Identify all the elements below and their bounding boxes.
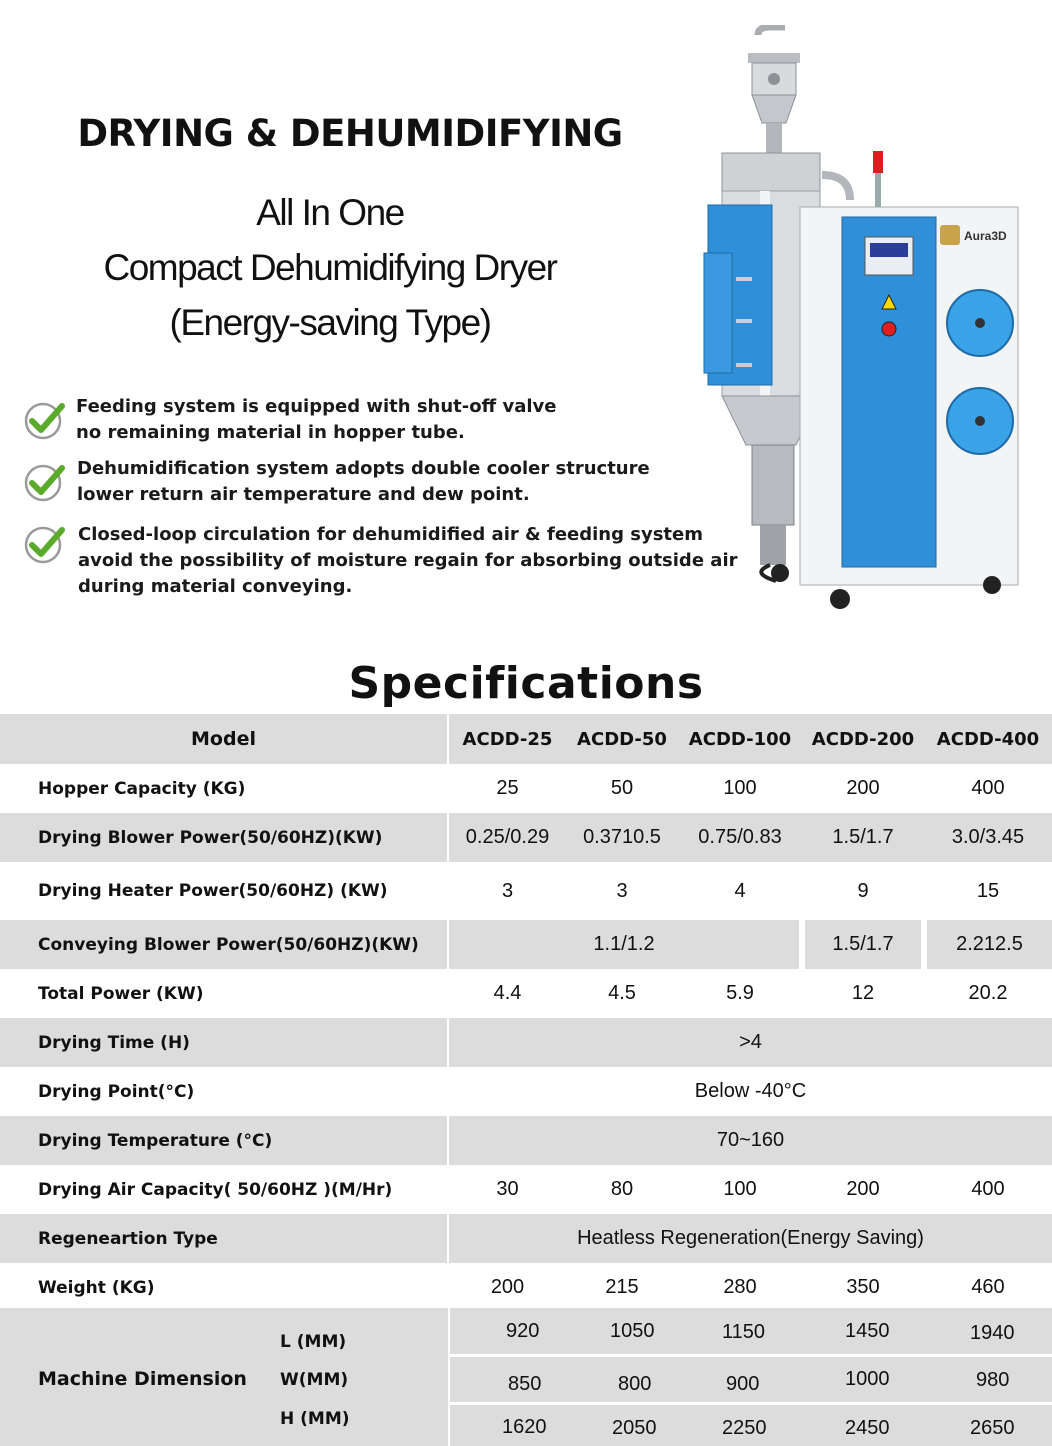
table-row (0, 1116, 1052, 1165)
model-header: Model (0, 714, 448, 764)
cell-value: 1.1/1.2 (448, 920, 802, 969)
cell-value: 2.212.5 (924, 920, 1052, 969)
dimension-unit: H (MM) (280, 1409, 350, 1429)
cell-value: 920 (506, 1320, 540, 1342)
cell-value: 200 (846, 777, 880, 799)
cell-value: 4.5 (608, 982, 636, 1004)
table-row (0, 920, 1052, 969)
table-row (0, 813, 1052, 862)
row-label: Weight (KG) (0, 1263, 448, 1312)
cell-value: 0.75/0.83 (678, 813, 802, 862)
row-label: Conveying Blower Power(50/60HZ)(KW) (0, 920, 448, 969)
check-icon (22, 462, 66, 502)
dimension-block (0, 1308, 1052, 1446)
cell-value: 30 (496, 1178, 519, 1200)
cell-value: 1620 (502, 1416, 547, 1438)
row-label: Drying Temperature (°C) (0, 1116, 448, 1165)
row-label: Hopper Capacity (KG) (0, 764, 448, 813)
cell-value: 25 (496, 777, 519, 799)
cell-value: 2050 (612, 1417, 657, 1439)
check-icon (22, 400, 66, 440)
cell-value: 980 (976, 1369, 1010, 1391)
cell-value: 1450 (845, 1320, 890, 1342)
cell-value: 5.9 (726, 982, 754, 1004)
cell-value: 15 (976, 879, 1000, 902)
model-name: ACDD-100 (678, 714, 802, 764)
cell-value: 280 (723, 1276, 757, 1298)
cell-value: 400 (971, 1178, 1005, 1200)
model-name: ACDD-50 (566, 714, 678, 764)
cell-value: 80 (610, 1178, 634, 1200)
cell-value: 1000 (845, 1368, 890, 1390)
dimension-unit: W(MM) (280, 1370, 349, 1390)
spec-table (0, 714, 1052, 1312)
cell-value: 1.5/1.7 (802, 920, 924, 969)
cell-value: 50 (610, 777, 634, 799)
row-label: Drying Time (H) (0, 1018, 448, 1067)
table-header-row (0, 714, 1052, 764)
cell-value: 0.3710.5 (566, 813, 678, 862)
dimension-unit: L (MM) (280, 1332, 347, 1352)
table-row (0, 862, 1052, 920)
cell-value: 4 (734, 879, 746, 902)
page-title: DRYING & DEHUMIDIFYING (77, 112, 623, 155)
cell-value: 2250 (722, 1417, 767, 1439)
row-label: Drying Heater Power(50/60HZ) (KW) (0, 862, 448, 920)
model-name: ACDD-200 (802, 714, 924, 764)
cell-value: 215 (605, 1276, 639, 1298)
row-label: Total Power (KW) (0, 969, 448, 1018)
cell-value: 9 (857, 879, 869, 902)
specifications-title: Specifications (348, 658, 704, 709)
model-name: ACDD-25 (448, 714, 566, 764)
cell-value: 1940 (970, 1322, 1015, 1344)
row-label: Drying Point(°C) (0, 1067, 448, 1116)
table-row (0, 1067, 1052, 1116)
cell-value: Heatless Regeneration(Energy Saving) (448, 1214, 1052, 1263)
dryer-machine-image (700, 25, 1030, 615)
cell-value: 400 (971, 777, 1005, 799)
cell-value: 2650 (970, 1417, 1015, 1439)
cell-value: 12 (851, 982, 875, 1004)
cell-value: 350 (846, 1276, 880, 1298)
check-icon (22, 524, 66, 564)
subtitle-line-3: (Energy-saving Type) (169, 302, 491, 343)
cell-value: 4.4 (493, 982, 522, 1004)
cell-value: 200 (846, 1178, 880, 1200)
cell-value: 0.25/0.29 (448, 813, 566, 862)
feature-text: Closed-loop circulation for dehumidified air & feeding system avoid the possibility of moisture regain for absorbing outside air during material conveying. (78, 524, 738, 597)
row-label: Drying Blower Power(50/60HZ)(KW) (0, 813, 448, 862)
cell-value: 20.2 (968, 982, 1008, 1004)
cell-value: 70~160 (448, 1116, 1052, 1165)
model-name: ACDD-400 (924, 714, 1052, 764)
cell-value: 850 (508, 1373, 542, 1395)
cell-value: 2450 (845, 1417, 890, 1439)
cell-value: 900 (726, 1373, 760, 1395)
table-row (0, 969, 1052, 1018)
cell-value: 800 (618, 1373, 652, 1395)
cell-value: 100 (723, 777, 757, 799)
dimension-label: Machine Dimension (38, 1368, 247, 1390)
feature-text: Dehumidification system adopts double cooler structure lower return air temperature and dew point. (77, 458, 650, 505)
feature-text: Feeding system is equipped with shut-off valve no remaining material in hopper tube. (76, 396, 557, 443)
cell-value: 460 (971, 1276, 1005, 1298)
cell-value: 3.0/3.45 (924, 813, 1052, 862)
cell-value: 1150 (722, 1321, 766, 1343)
cell-value: 200 (490, 1276, 525, 1298)
cell-value: Below -40°C (694, 1080, 807, 1102)
brand-logo: Aura3D (964, 229, 1007, 243)
subtitle-line-1: All In One (256, 192, 404, 233)
table-row (0, 1263, 1052, 1312)
subtitle-line-2: Compact Dehumidifying Dryer (103, 247, 557, 288)
cell-value: 3 (501, 879, 514, 902)
cell-value: 1050 (610, 1320, 655, 1342)
cell-value: 3 (616, 879, 628, 902)
table-row (0, 1165, 1052, 1214)
table-row (0, 1214, 1052, 1263)
table-row (0, 764, 1052, 813)
cell-value: >4 (448, 1018, 1052, 1067)
cell-value: 100 (723, 1178, 757, 1200)
table-row (0, 1018, 1052, 1067)
row-label: Regeneartion Type (0, 1214, 448, 1263)
row-label: Drying Air Capacity( 50/60HZ )(M/Hr) (0, 1165, 448, 1214)
cell-value: 1.5/1.7 (802, 813, 924, 862)
